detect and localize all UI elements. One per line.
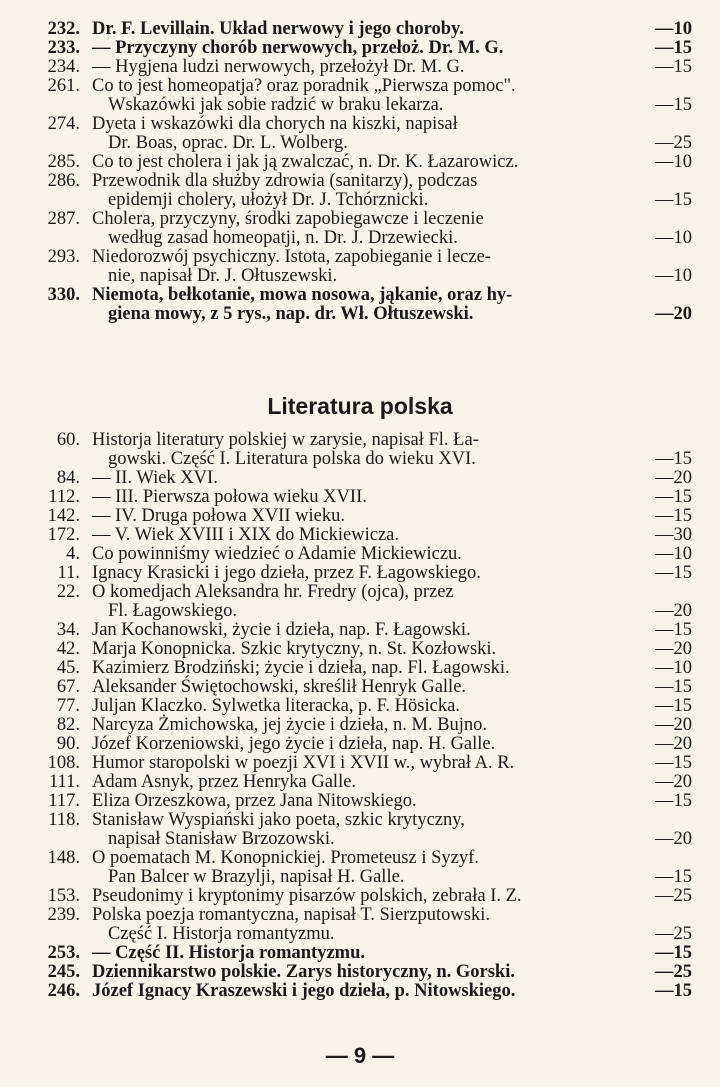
entry-text: Humor staropolski w poezji XVI i XVII w., wybrał A. R.: [92, 753, 515, 773]
entry-number: 90.: [56, 734, 80, 754]
entry-text: Józef Ignacy Kraszewski i jego dzieła, p. Nitowskiego.: [92, 981, 516, 1001]
entry-price: —20: [655, 772, 692, 792]
section-heading: Literatura polska: [267, 393, 453, 419]
entry-number: 293.: [47, 247, 80, 267]
entry-line: [92, 944, 692, 963]
entry-number: 22.: [56, 582, 80, 602]
entry-line: [92, 887, 692, 906]
entry-text: Ignacy Krasicki i jego dzieła, przez F. Łagowskiego.: [92, 563, 481, 583]
entry-line: [92, 963, 692, 982]
entry-price: —15: [655, 677, 692, 697]
catalog-entry: [28, 716, 692, 735]
entry-number: 261.: [47, 76, 80, 96]
entry-number: 84.: [56, 468, 80, 488]
entry-line: [108, 602, 692, 621]
entry-line: [92, 659, 692, 678]
catalog-entry: [28, 20, 692, 39]
entry-line: [92, 792, 692, 811]
catalog-entry: [28, 153, 692, 172]
catalog-entry: [28, 659, 692, 678]
entry-price: —15: [655, 57, 692, 77]
entry-line: [92, 526, 692, 545]
catalog-entry: [28, 77, 692, 115]
entry-number: 330.: [47, 285, 80, 305]
entry-number: 82.: [56, 715, 80, 735]
entry-number: 153.: [47, 886, 80, 906]
entry-line: [92, 507, 692, 526]
entry-number: 246.: [47, 981, 80, 1001]
entry-number: 77.: [56, 696, 80, 716]
entry-text: napisał Stanisław Brzozowski.: [108, 829, 335, 849]
entry-line: [92, 849, 692, 868]
entry-line: [92, 39, 692, 58]
catalog-entry: [28, 545, 692, 564]
entry-text: Kazimierz Brodziński; życie i dzieła, nap. Fl. Łagowski.: [92, 658, 510, 678]
catalog-entry: [28, 887, 692, 906]
entry-line: [92, 545, 692, 564]
catalog-entry: [28, 906, 692, 944]
entry-line: [92, 811, 692, 830]
catalog-entry: [28, 792, 692, 811]
entry-number: 232.: [47, 19, 80, 39]
catalog-entry: [28, 640, 692, 659]
entry-price: —10: [655, 266, 692, 286]
entry-line: [92, 488, 692, 507]
entry-price: —15: [655, 563, 692, 583]
entry-text: giena mowy, z 5 rys., nap. dr. Wł. Ołtuszewski.: [108, 304, 474, 324]
entry-line: [108, 229, 692, 248]
entry-number: 34.: [56, 620, 80, 640]
entry-line: [92, 982, 692, 1001]
entry-line: [92, 716, 692, 735]
entry-text: Stanisław Wyspiański jako poeta, szkic krytyczny,: [92, 810, 465, 830]
entry-number: 233.: [47, 38, 80, 58]
entry-price: —15: [655, 943, 692, 963]
entry-line: [92, 248, 692, 267]
entry-text: Juljan Klaczko. Sylwetka literacka, p. F. Hösicka.: [92, 696, 460, 716]
entry-price: —10: [655, 228, 692, 248]
entry-price: —15: [655, 867, 692, 887]
entry-text: Aleksander Świętochowski, skreślił Henryk Galle.: [92, 677, 467, 697]
entry-number: 11.: [57, 563, 80, 583]
catalog-entry: [28, 963, 692, 982]
entry-number: 111.: [48, 772, 80, 792]
entry-number: 234.: [47, 57, 80, 77]
entry-text: — III. Pierwsza połowa wieku XVII.: [92, 487, 367, 507]
entry-line: [92, 469, 692, 488]
entry-text: epidemji cholery, ułożył Dr. J. Tchórznicki.: [108, 190, 429, 210]
entry-number: 45.: [56, 658, 80, 678]
catalog-entry: [28, 697, 692, 716]
entry-line: [92, 431, 692, 450]
entry-text: nie, napisał Dr. J. Ołtuszewski.: [108, 266, 338, 286]
entry-number: 108.: [47, 753, 80, 773]
entry-price: —20: [655, 304, 692, 324]
catalog-entry: [28, 210, 692, 248]
entry-line: [92, 697, 692, 716]
entry-price: —15: [655, 190, 692, 210]
catalog-entry: [28, 115, 692, 153]
entry-text: — Przyczyny chorób nerwowych, przełoż. Dr. M. G.: [92, 38, 504, 58]
entry-number: 239.: [47, 905, 80, 925]
catalog-entry: [28, 678, 692, 697]
catalog-entry: [28, 754, 692, 773]
catalog-entry: [28, 621, 692, 640]
entry-text: Dziennikarstwo polskie. Zarys historyczny, n. Gorski.: [92, 962, 515, 982]
entry-price: —15: [655, 753, 692, 773]
entry-line: [92, 564, 692, 583]
entry-price: —20: [655, 715, 692, 735]
entry-number: 253.: [47, 943, 80, 963]
entry-price: —10: [655, 19, 692, 39]
entry-price: —15: [655, 487, 692, 507]
entry-price: —30: [655, 525, 692, 545]
entry-line: [92, 621, 692, 640]
entry-number: 172.: [47, 525, 80, 545]
entry-price: —25: [655, 962, 692, 982]
entry-text: Dr. Boas, oprac. Dr. L. Wolberg.: [108, 133, 348, 153]
entry-text: Historja literatury polskiej w zarysie, napisał Fl. Ła-: [92, 430, 479, 450]
catalog-entry: [28, 564, 692, 583]
entry-number: 274.: [47, 114, 80, 134]
entry-number: 4.: [66, 544, 80, 564]
entry-line: [92, 754, 692, 773]
entry-line: [108, 134, 692, 153]
catalog-entry: [28, 507, 692, 526]
entry-line: [108, 191, 692, 210]
entry-number: 286.: [47, 171, 80, 191]
entry-price: —20: [655, 734, 692, 754]
catalog-entry: [28, 849, 692, 887]
entry-text: Józef Korzeniowski, jego życie i dzieła, nap. H. Galle.: [92, 734, 496, 754]
polish-literature-section: [28, 431, 692, 1001]
entry-price: —15: [655, 791, 692, 811]
entry-price: —15: [655, 620, 692, 640]
entry-line: [92, 583, 692, 602]
entry-line: [92, 773, 692, 792]
entry-text: — V. Wiek XVIII i XIX do Mickiewicza.: [92, 525, 400, 545]
entry-price: —25: [655, 924, 692, 944]
entry-line: [92, 286, 692, 305]
entry-number: 148.: [47, 848, 80, 868]
entry-line: [92, 640, 692, 659]
entry-line: [108, 450, 692, 469]
entry-number: 287.: [47, 209, 80, 229]
entry-price: —15: [655, 449, 692, 469]
catalog-entry: [28, 248, 692, 286]
entry-price: —15: [655, 981, 692, 1001]
entry-line: [108, 305, 692, 324]
entry-price: —15: [655, 38, 692, 58]
entry-price: —10: [655, 152, 692, 172]
catalog-entry: [28, 982, 692, 1001]
entry-line: [108, 925, 692, 944]
entry-text: Narcyza Żmichowska, jej życie i dzieła, n. M. Bujno.: [92, 715, 488, 735]
entry-line: [92, 153, 692, 172]
catalog-entry: [28, 526, 692, 545]
entry-number: 142.: [47, 506, 80, 526]
catalog-entry: [28, 944, 692, 963]
entry-text: Jan Kochanowski, życie i dzieła, nap. F. Łagowski.: [92, 620, 471, 640]
entry-line: [92, 115, 692, 134]
catalog-entry: [28, 488, 692, 507]
page-number: — 9 —: [325, 1043, 395, 1068]
entry-text: Polska poezja romantyczna, napisał T. Sierzputowski.: [92, 905, 490, 925]
entry-number: 285.: [47, 152, 80, 172]
entry-line: [108, 830, 692, 849]
entry-price: —10: [655, 658, 692, 678]
entry-number: 117.: [48, 791, 80, 811]
entry-text: według zasad homeopatji, n. Dr. J. Drzewiecki.: [108, 228, 458, 248]
entry-text: Pan Balcer w Brazylji, napisał H. Galle.: [108, 867, 405, 887]
entry-price: —20: [655, 468, 692, 488]
entry-text: Eliza Orzeszkowa, przez Jana Nitowskiego.: [92, 791, 417, 811]
entry-text: Adam Asnyk, przez Henryka Galle.: [92, 772, 357, 792]
medicine-catalog-section: [28, 20, 692, 324]
catalog-entry: [28, 735, 692, 754]
entry-text: O poematach M. Konopnickiej. Prometeusz i Syzyf.: [92, 848, 479, 868]
entry-line: [92, 678, 692, 697]
entry-price: —25: [655, 133, 692, 153]
entry-line: [108, 96, 692, 115]
catalog-entry: [28, 58, 692, 77]
entry-price: —15: [655, 696, 692, 716]
catalog-entry: [28, 39, 692, 58]
entry-line: [92, 20, 692, 39]
catalog-entry: [28, 811, 692, 849]
entry-text: Marja Konopnicka. Szkic krytyczny, n. St. Kozłowski.: [92, 639, 497, 659]
entry-line: [92, 77, 692, 96]
entry-text: Dyeta i wskazówki dla chorych na kiszki, napisał: [92, 114, 458, 134]
entry-text: — Część II. Historja romantyzmu.: [92, 943, 366, 963]
entry-text: — II. Wiek XVI.: [92, 468, 218, 488]
entry-text: Pseudonimy i kryptonimy pisarzów polskich, zebrała I. Z.: [92, 886, 522, 906]
entry-line: [92, 172, 692, 191]
entry-number: 118.: [48, 810, 80, 830]
entry-text: — IV. Druga połowa XVII wieku.: [92, 506, 345, 526]
entry-price: —20: [655, 829, 692, 849]
entry-number: 245.: [47, 962, 80, 982]
entry-number: 60.: [56, 430, 80, 450]
entry-number: 42.: [56, 639, 80, 659]
entry-text: Przewodnik dla służby zdrowia (sanitarzy), podczas: [92, 171, 478, 191]
entry-number: 112.: [48, 487, 80, 507]
entry-text: Fl. Łagowskiego.: [108, 601, 237, 621]
catalog-entry: [28, 469, 692, 488]
entry-price: —25: [655, 886, 692, 906]
catalog-entry: [28, 286, 692, 324]
entry-number: 67.: [56, 677, 80, 697]
entry-text: — Hygjena ludzi nerwowych, przełożył Dr. M. G.: [92, 57, 465, 77]
entry-text: Niedorozwój psychiczny. Istota, zapobieganie i lecze-: [92, 247, 491, 267]
entry-text: Część I. Historja romantyzmu.: [108, 924, 335, 944]
entry-text: Niemota, bełkotanie, mowa nosowa, jąkanie, oraz hy-: [92, 285, 513, 305]
entry-line: [108, 267, 692, 286]
entry-line: [92, 735, 692, 754]
entry-text: O komedjach Aleksandra hr. Fredry (ojca), przez: [92, 582, 454, 602]
entry-text: Co to jest cholera i jak ją zwalczać, n. Dr. K. Łazarowicz.: [92, 152, 519, 172]
entry-price: —15: [655, 95, 692, 115]
entry-line: [92, 58, 692, 77]
entry-price: —20: [655, 601, 692, 621]
catalog-entry: [28, 583, 692, 621]
entry-text: Dr. F. Levillain. Układ nerwowy i jego choroby.: [92, 19, 464, 39]
entry-text: gowski. Część I. Literatura polska do wieku XVI.: [108, 449, 476, 469]
entry-line: [108, 868, 692, 887]
entry-text: Cholera, przyczyny, środki zapobiegawcze i leczenie: [92, 209, 484, 229]
entry-text: Wskazówki jak sobie radzić w braku lekarza.: [108, 95, 444, 115]
entry-price: —20: [655, 639, 692, 659]
catalog-entry: [28, 431, 692, 469]
catalog-entry: [28, 773, 692, 792]
catalog-entry: [28, 172, 692, 210]
entry-text: Co to jest homeopatja? oraz poradnik „Pierwsza pomoc".: [92, 76, 516, 96]
entry-text: Co powinniśmy wiedzieć o Adamie Mickiewiczu.: [92, 544, 462, 564]
entry-line: [92, 906, 692, 925]
entry-price: —10: [655, 544, 692, 564]
entry-line: [92, 210, 692, 229]
entry-price: —15: [655, 506, 692, 526]
